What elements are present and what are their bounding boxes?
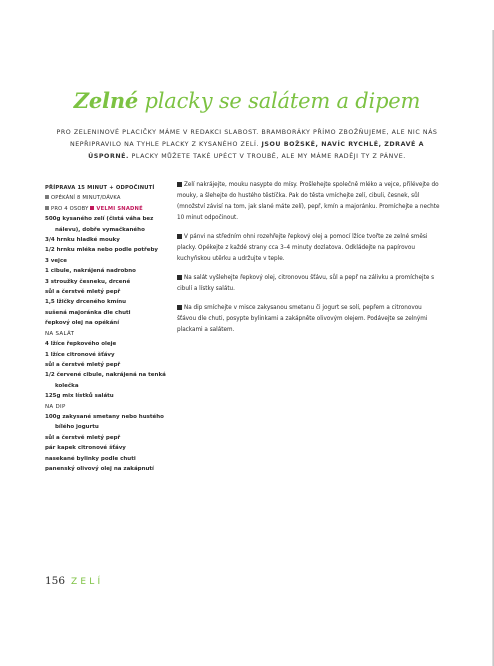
square-bullet-icon <box>177 275 182 280</box>
page-footer <box>45 575 103 587</box>
ingredient-item: 3/4 hrnku hladké mouky <box>45 237 120 244</box>
method-step <box>177 232 442 265</box>
ingredient-item: 500g kysaného zelí (čistá váha bez <box>45 216 154 223</box>
method-step <box>177 273 442 295</box>
ingredient-list <box>45 214 179 474</box>
square-bullet-icon <box>177 182 182 187</box>
ingredient-item: sušená majoránka dle chuti <box>45 309 131 316</box>
ingredient-item: 1 cibule, nakrájená nadrobno <box>45 268 136 275</box>
ingredient-item: 3 vejce <box>45 257 67 264</box>
recipe-title <box>0 88 494 113</box>
method-step-text: Na salát vyšlehejte řepkový olej, citronovou šťávu, sůl a pepř na zálivku a promíchejte s cibulí a lístky salátu. <box>177 275 435 292</box>
intro-emphasis: JSOU BOŽSKÉ, NAVÍC RYCHLÉ, ZDRAVÉ A ÚSPORNÉ. <box>88 140 425 160</box>
ingredient-item: 1/2 červené cibule, nakrájená na tenká <box>45 372 166 379</box>
servings-difficulty: PRO 4 OSOBY VELMI SNADNÉ <box>45 204 179 214</box>
ingredient-item: 4 lžíce řepkového oleje <box>45 341 117 348</box>
ingredient-item: 1/2 hrnku mléka nebo podle potřeby <box>45 247 159 254</box>
method-step-text: Zelí nakrájejte, mouku nasypte do mísy. Prošlehejte společně mléko a vejce, přilévejte do mouky, a šlehejte do hustého těstíčka. Pak do těsta vmíchejte zelí, cibuli, česnek, sůl (množství závisí na tom, jak slané máte zelí), pepř, kmín a majoránku. Promíchejte a nechte 10 minut odpočinout. <box>177 182 440 221</box>
ingredient-item: 1,5 lžičky drceného kmínu <box>45 299 127 306</box>
ingredient-item-continued: bílého jogurtu <box>55 424 99 431</box>
square-bullet-icon <box>177 305 182 310</box>
ingredient-item-continued: nálevu), dobře vymačkaného <box>55 226 145 233</box>
ingredient-item: nasekané bylinky podle chuti <box>45 455 136 462</box>
ingredients-column <box>45 183 179 474</box>
method-step <box>177 303 442 336</box>
ingredient-item: panenský olivový olej na zakápnutí <box>45 465 154 472</box>
square-bullet-icon <box>45 206 49 210</box>
ingredient-item: 3 stroužky česneku, drcené <box>45 278 131 285</box>
cook-time: OPÉKÁNÍ 8 MINUT/DÁVKA <box>45 193 179 203</box>
intro-tail: PLACKY MŮŽETE TAKÉ UPÉCT V TROUBĚ, ALE MY MÁME RADĚJI TY Z PÁNVE. <box>131 152 406 160</box>
ingredient-item: 125g mix lístků salátu <box>45 393 114 400</box>
method-step <box>177 180 442 224</box>
method-step-text: Na dip smíchejte v misce zakysanou smetanu či jogurt se solí, pepřem a citronovou šťávou dle chuti, posypte bylinkami a zakápněte olivovým olejem. Podávejte se zelnými plackami a salátem. <box>177 305 428 333</box>
ingredient-section-heading: NA SALÁT <box>45 330 75 337</box>
method-steps <box>177 180 442 344</box>
ingredient-section-heading: NA DIP <box>45 403 66 410</box>
intro-text: PRO ZELENINOVÉ PLACIČKY MÁME V REDAKCI SLABOST. BRAMBORÁKY PŘÍMO ZBOŽŇUJEME, ALE NIC NÁS NEPŘIPRAVILO NA TYHLE PLACKY Z KYSANÉHO ZELÍ. <box>56 129 438 148</box>
recipe-intro <box>50 127 444 162</box>
recipe-title-rest: placky se salátem a dipem <box>138 89 421 113</box>
ingredient-item-continued: kolečka <box>55 382 79 389</box>
book-title: ZELÍ <box>71 577 104 587</box>
page-number: 156 <box>45 575 66 587</box>
method-step-text: V pánvi na středním ohni rozehřejte řepkový olej a pomocí lžíce tvořte ze zelné směsi placky. Opékejte z každé strany cca 3–4 minuty dozlatova. Odkládejte na papírovou kuchyňskou utěrku a udržujte v teple. <box>177 234 428 262</box>
ingredient-item: pár kapek citronové šťávy <box>45 445 126 452</box>
prep-time: PŘÍPRAVA 15 MINUT + ODPOČINUTÍ <box>45 185 155 191</box>
ingredient-item: sůl a čerstvě mletý pepř <box>45 361 121 368</box>
ingredient-item: 1 lžíce citronové šťávy <box>45 351 115 358</box>
ingredient-item: 100g zakysané smetany nebo hustého <box>45 413 164 420</box>
square-bullet-icon <box>177 234 182 239</box>
ingredient-item: sůl a čerstvě mletý pepř <box>45 289 121 296</box>
square-bullet-icon <box>45 195 49 199</box>
ingredient-item: sůl a čerstvě mletý pepř <box>45 434 121 441</box>
ingredient-item: řepkový olej na opékání <box>45 320 120 327</box>
difficulty-marker-icon <box>90 206 94 210</box>
recipe-title-bold: Zelné <box>73 88 139 113</box>
